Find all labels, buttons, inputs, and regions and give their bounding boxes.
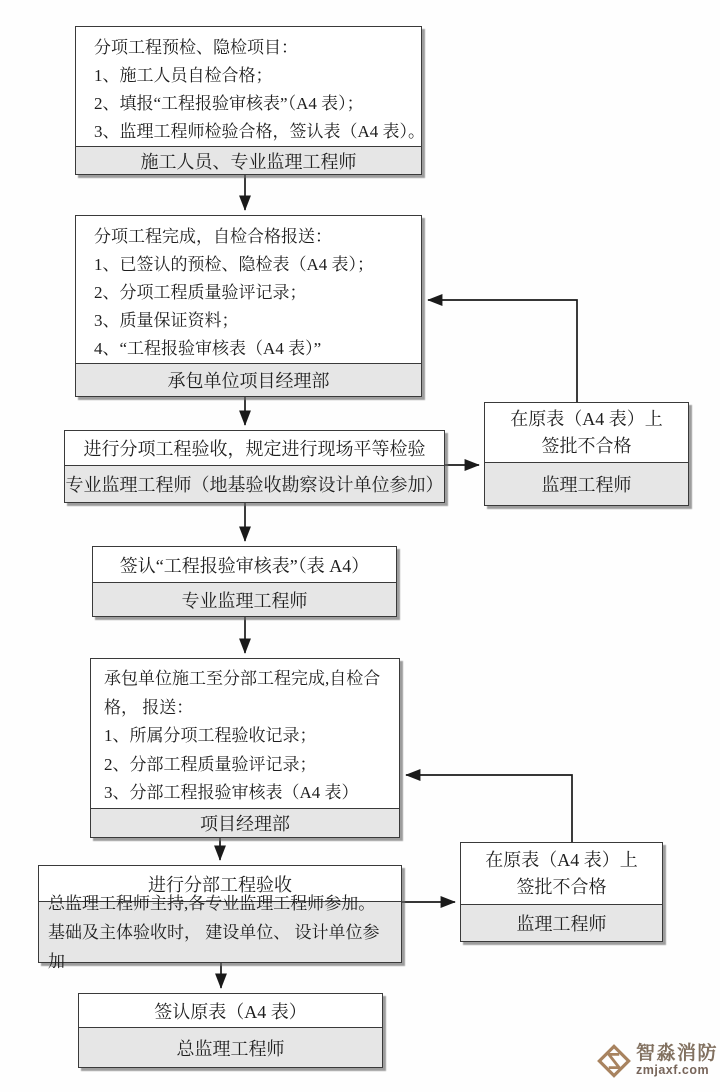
node-role-label: 项目经理部 (91, 808, 399, 838)
node-role-label: 施工人员、专业监理工程师 (76, 146, 421, 174)
node-text-line: 3、分部工程报验审核表（A4 表） (104, 783, 359, 802)
node-role-label: 监理工程师 (461, 904, 662, 941)
node-text-line: 签认“工程报验审核表”（表 A4） (119, 555, 370, 576)
node-text-line: 签认原表（A4 表） (154, 1001, 307, 1022)
node-text-line: 在原表（A4 表）上 (510, 408, 663, 429)
node-text-line: 分项工程完成，自检合格报送： (94, 227, 332, 246)
node-text-line: 签批不合格 (541, 435, 632, 456)
node-text-line: 2、填报“工程报验审核表”（A4 表）； (94, 94, 364, 113)
node-body (461, 843, 662, 904)
node-role-label: 总监理工程师主持,各专业监理工程师参加。基础及主体验收时， 建设单位、 设计单位参加 (39, 901, 401, 962)
node-body (485, 403, 688, 462)
node-text-line: 1、施工人员自检合格； (94, 66, 273, 85)
brand-logo-icon (597, 1044, 631, 1078)
flow-node-sign-review-form (92, 546, 397, 617)
watermark (597, 1044, 718, 1078)
node-body (76, 27, 426, 146)
node-body (76, 216, 421, 363)
node-body (93, 547, 396, 582)
node-text-line: 3、监理工程师检验合格，签认表（A4 表）。 (94, 122, 426, 141)
node-text-line: 在原表（A4 表）上 (485, 849, 638, 870)
node-text-line: 3、质量保证资料； (94, 311, 239, 330)
node-text-line: 分项工程预检、隐检项目： (94, 38, 298, 57)
node-body (79, 994, 382, 1027)
node-text-line: 2、分项工程质量验评记录； (94, 283, 307, 302)
flow-node-reject-subdivision (460, 842, 663, 942)
node-text-line: 4、“工程报验审核表（A4 表）” (94, 339, 322, 358)
node-text-line: 1、已签认的预检、隐检表（A4 表）； (94, 255, 375, 274)
node-text-line: 2、分部工程质量验评记录； (104, 754, 317, 774)
node-text-line: 进行分项工程验收，规定进行现场平等检验 (83, 439, 426, 459)
watermark-text (636, 1044, 718, 1077)
watermark-domain: zmjaxf.com (636, 1063, 710, 1078)
flow-node-subdivision-complete-submit (90, 658, 400, 838)
flow-node-subitem-acceptance (64, 430, 445, 503)
node-text-line: 进行分部工程验收 (148, 874, 292, 895)
node-role-label: 专业监理工程师（地基验收勘察设计单位参加） (65, 465, 444, 502)
flow-node-sign-original-form (78, 993, 383, 1068)
node-role-label: 总监理工程师 (79, 1027, 382, 1067)
node-role-label: 专业监理工程师 (93, 582, 396, 616)
flow-node-pre-inspection (75, 26, 426, 175)
node-text-line: 1、所属分项工程验收记录； (104, 726, 317, 745)
node-body (91, 659, 399, 808)
flow-node-reject-subitem (484, 402, 689, 506)
node-body (65, 431, 444, 465)
node-text-line: 承包单位施工至分部工程完成,自检合格， 报送： (104, 669, 381, 717)
watermark-brand: 智淼消防 (636, 1043, 719, 1065)
flow-node-subdivision-acceptance (38, 865, 402, 971)
flow-node-subitem-complete-submit (75, 215, 422, 397)
node-role-label: 承包单位项目经理部 (76, 363, 421, 396)
node-role-label: 监理工程师 (485, 462, 688, 505)
node-text-line: 签批不合格 (516, 876, 607, 897)
